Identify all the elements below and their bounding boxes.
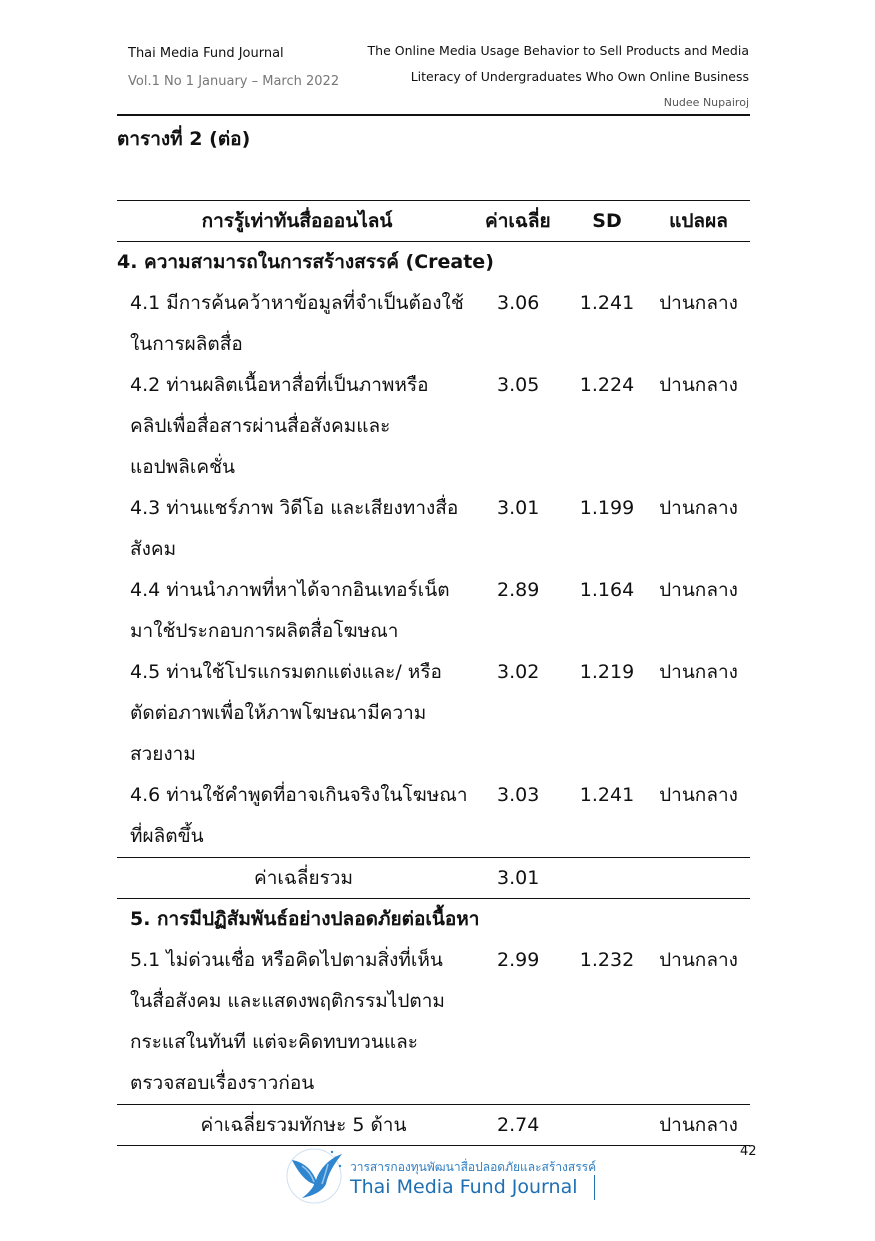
result-value: ปานกลาง [659,497,738,519]
result-value: ปานกลาง [659,374,738,396]
mean-value: 3.06 [497,292,540,314]
item-text: 4.4 ท่านนำภาพที่หาได้จากอินเทอร์เน็ต [130,579,450,601]
mean-value: 3.01 [497,497,540,519]
column-header-item: การรู้เท่าทันสื่อออนไลน์ [201,210,393,232]
dove-logo-icon [282,1146,348,1210]
item-text: คลิปเพื่อสื่อสารผ่านสื่อสังคมและ [130,415,391,437]
item-text: ตรวจสอบเรื่องราวก่อน [130,1072,315,1094]
page-number: 42 [740,1144,757,1159]
overall-result: ปานกลาง [659,1114,738,1136]
result-value: ปานกลาง [659,292,738,314]
table-bottom-rule [117,1145,750,1146]
table-row [117,652,750,775]
section-title-interaction: 5. การมีปฏิสัมพันธ์อย่างปลอดภัยต่อเนื้อหา [130,908,480,930]
table-row [117,940,750,1104]
sd-value: 1.241 [579,292,635,314]
item-text: ในการผลิตสื่อ [130,333,243,355]
item-text: ที่ผลิตขึ้น [130,825,204,847]
item-text: 4.6 ท่านใช้คำพูดที่อาจเกินจริงในโฆษณา [130,784,468,806]
running-header-right [368,38,749,116]
overall-label: ค่าเฉลี่ยรวมทักษะ 5 ด้าน [200,1114,407,1136]
journal-english-name: Thai Media Fund Journal [350,1176,578,1198]
overall-average-row [117,1105,750,1145]
item-text: แอปพลิเคชั่น [130,456,235,478]
sd-value: 1.219 [579,661,635,683]
journal-name: Thai Media Fund Journal [128,46,284,61]
overall-mean: 2.74 [497,1114,540,1136]
item-text: ในสื่อสังคม และแสดงพฤติกรรมไปตาม [130,990,445,1012]
average-mean: 3.01 [497,867,540,889]
journal-volume: Vol.1 No 1 January – March 2022 [128,74,340,89]
journal-thai-name: วารสารกองทุนพัฒนาสื่อปลอดภัยและสร้างสรรค์ [350,1160,597,1174]
mean-value: 3.02 [497,661,540,683]
mean-value: 2.99 [497,949,540,971]
table-row [117,283,750,365]
column-header-sd: SD [592,210,622,232]
result-value: ปานกลาง [659,579,738,601]
sd-value: 1.232 [579,949,635,971]
result-value: ปานกลาง [659,784,738,806]
running-header-left [128,40,339,96]
results-table [117,200,750,1146]
item-text: มาใช้ประกอบการผลิตสื่อโฆษณา [130,620,399,642]
mean-value: 2.89 [497,579,540,601]
table-header-row [117,201,750,241]
table-row [117,775,750,857]
table-row [117,570,750,652]
mean-value: 3.03 [497,784,540,806]
article-title-line-2: Literacy of Undergraduates Who Own Online Business [410,69,749,84]
mean-value: 3.05 [497,374,540,396]
logo-divider [594,1175,595,1200]
item-text: 4.3 ท่านแชร์ภาพ วิดีโอ และเสียงทางสื่อ [130,497,459,519]
table-row [117,365,750,488]
item-text: ตัดต่อภาพเพื่อให้ภาพโฆษณามีความสวยงาม [130,702,427,765]
table-caption: ตารางที่ 2 (ต่อ) [117,128,251,150]
item-text: 5.1 ไม่ด่วนเชื่อ หรือคิดไปตามสิ่งที่เห็น [130,949,443,971]
average-label: ค่าเฉลี่ยรวม [254,867,353,889]
item-text: กระแสในทันที แต่จะคิดทบทวนและ [130,1031,418,1053]
sd-value: 1.199 [579,497,635,519]
table-row [117,488,750,570]
sd-value: 1.241 [579,784,635,806]
sd-value: 1.224 [579,374,635,396]
item-text: 4.5 ท่านใช้โปรแกรมตกแต่งและ/ หรือ [130,661,442,683]
item-text: 4.2 ท่านผลิตเนื้อหาสื่อที่เป็นภาพหรือ [130,374,429,396]
header-rule [117,114,750,116]
article-author: Nudee Nupairoj [663,96,749,109]
column-header-mean: ค่าเฉลี่ย [485,210,551,232]
sd-value: 1.164 [579,579,635,601]
result-value: ปานกลาง [659,661,738,683]
result-value: ปานกลาง [659,949,738,971]
section-title-create: 4. ความสามารถในการสร้างสรรค์ (Create) [117,251,494,273]
article-title-line-1: The Online Media Usage Behavior to Sell Products and Media [367,43,749,58]
item-text: 4.1 มีการค้นคว้าหาข้อมูลที่จำเป็นต้องใช้ [130,292,464,314]
column-header-result: แปลผล [669,210,728,232]
item-text: สังคม [130,538,177,560]
section-average-row [117,858,750,898]
